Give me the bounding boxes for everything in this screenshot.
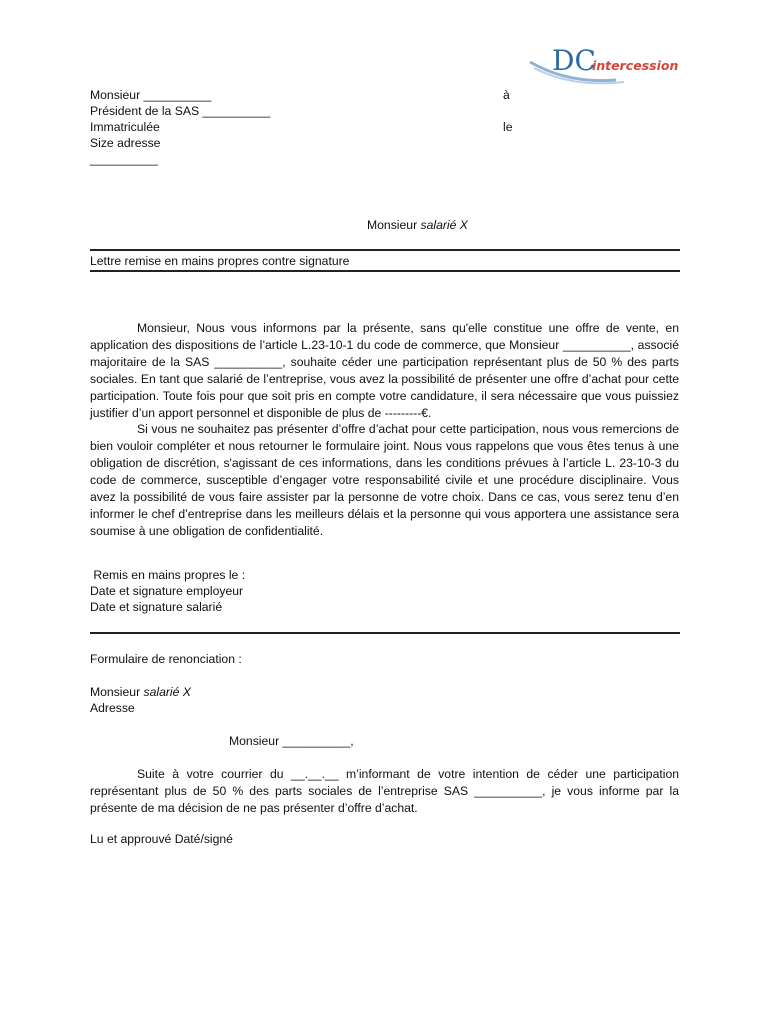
divider-top bbox=[90, 249, 680, 251]
header-line-1: Monsieur __________ bbox=[90, 88, 212, 102]
header-date: le bbox=[503, 120, 513, 134]
form-salutation: Monsieur __________, bbox=[229, 734, 354, 748]
signature-block bbox=[90, 567, 245, 615]
addressee-prefix: Monsieur bbox=[367, 218, 421, 232]
header-place: à bbox=[503, 88, 510, 102]
addressee bbox=[367, 217, 468, 233]
delivery-banner: Lettre remise en mains propres contre signature bbox=[90, 254, 350, 268]
form-body bbox=[90, 766, 679, 817]
form-renunciation-text: Suite à votre courrier du __.__.__ m’informant de votre intention de céder une participation représentant plus de 50 % des parts sociales de l’entreprise SAS __________, je vous informe par la présente de ma décision de ne pas présenter d’offre d’achat. bbox=[90, 767, 679, 815]
divider-bottom bbox=[90, 270, 680, 272]
header-line-2: Président de la SAS __________ bbox=[90, 104, 271, 118]
intercession-logo bbox=[528, 40, 680, 90]
logo-letters: DC bbox=[552, 44, 596, 77]
header-line-3: Immatriculée bbox=[90, 120, 160, 134]
form-title: Formulaire de renonciation : bbox=[90, 652, 242, 666]
addressee-name: salarié X bbox=[420, 218, 468, 232]
signature-employer: Date et signature employeur bbox=[90, 584, 244, 598]
form-closing: Lu et approuvé Daté/signé bbox=[90, 832, 233, 846]
paragraph-offer: Monsieur, Nous vous informons par la présente, sans qu'elle constitue une offre de vente, en application des dispositions de l’article L.23-10-1 du code de commerce, que Monsieur __________, associé majoritaire de la SAS __________, souhaite céder une participation représentant plus de 50 % des parts sociales. En tant que salarié de l’entreprise, vous avez la possibilité de présenter une offre d’achat pour cette participation. Toute fois pour que soit pris en compte votre candidature, il sera nécessaire que vous puissiez justifier d’un apport personnel et disponible de plus de ---------€. bbox=[90, 321, 679, 420]
header-line-5: __________ bbox=[90, 152, 158, 166]
form-sender-name: Monsieur salarié X bbox=[90, 685, 191, 699]
form-sender-address: Adresse bbox=[90, 701, 135, 715]
letter-body bbox=[90, 320, 679, 540]
paragraph-confidentiality: Si vous ne souhaitez pas présenter d’offre d’achat pour cette participation, nous vous remercions de bien vouloir compléter et nous retourner le formulaire joint. Nous vous rappelons que vous êtes tenus à une obligation de discrétion, s'agissant de ces informations, dans les conditions prévues à l’article L. 23-10-3 du code de commerce, susceptible d’engager votre responsabilité civile et une procédure disciplinaire. Vous avez la possibilité de vous faire assister par la personne de votre choix. Dans ce cas, vous serez tenu d’en informer le chef d’entreprise dans les meilleurs délais et la personne qui vous apportera une assistance sera soumise à une obligation de confidentialité. bbox=[90, 422, 679, 538]
signature-employee: Date et signature salarié bbox=[90, 600, 223, 614]
divider-form bbox=[90, 632, 680, 634]
logo-name: intercession bbox=[592, 58, 679, 73]
sender-header bbox=[90, 87, 270, 167]
form-sender bbox=[90, 684, 191, 716]
signature-handover: Remis en mains propres le : bbox=[90, 568, 246, 582]
header-line-4: Size adresse bbox=[90, 136, 161, 150]
